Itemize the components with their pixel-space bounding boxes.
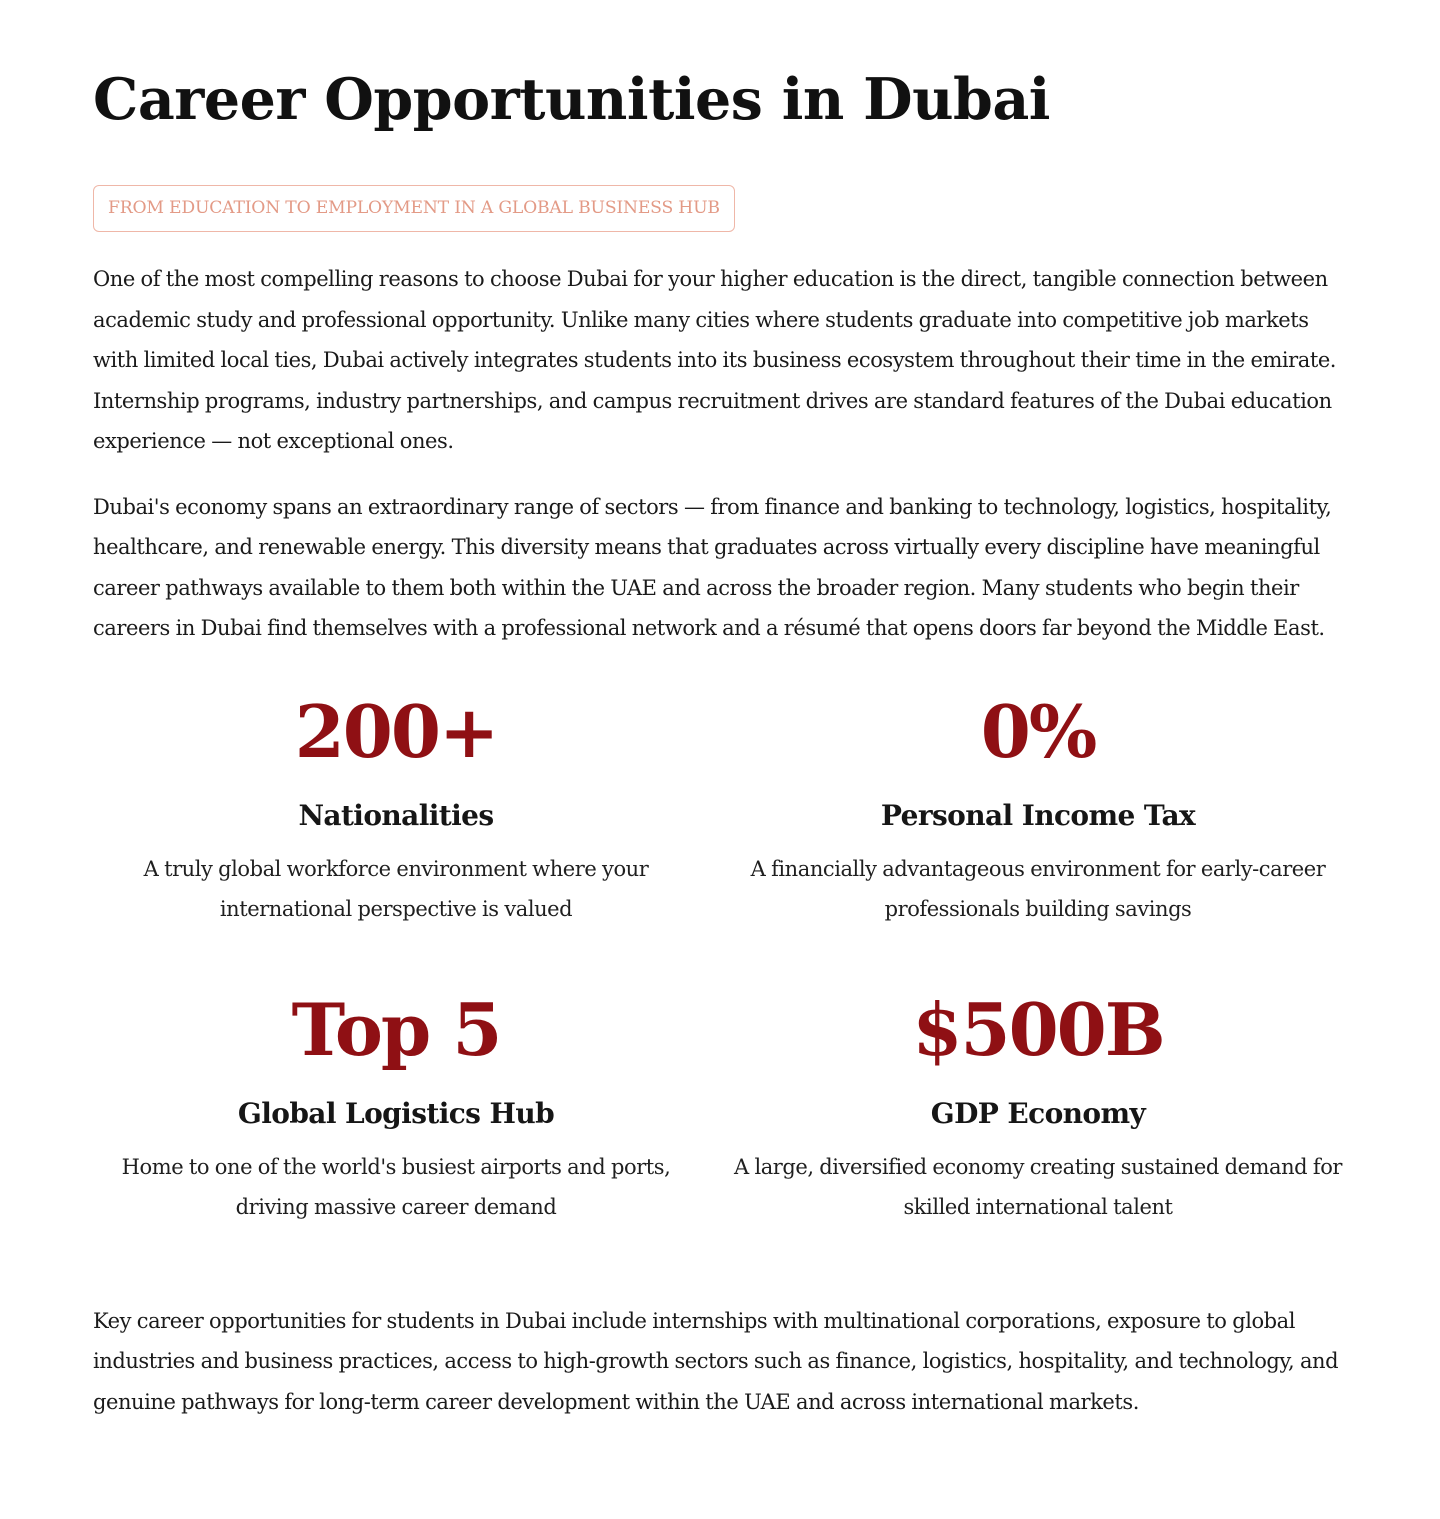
stats-grid — [81, 687, 1347, 1283]
stat-value: Top 5 — [291, 986, 501, 1072]
closing-paragraph: Key career opportunities for students in Dubai include internships with multinational corporations, exposure to global industries and business practices, access to high-growth sectors such as finance, logistics, hospitality, and technology, and genuine pathways for long-term career development within the UAE and across international markets. — [93, 1308, 1339, 1414]
economy-paragraph: Dubai's economy spans an extraordinary range of sectors — from finance and banking to technology, logistics, hospitality, healthcare, and renewable energy. This diversity means that graduates across virtually every discipline have meaningful career pathways available to them both within the UAE and across the broader region. Many students who begin their careers in Dubai find themselves with a professional network and a résumé that opens doors far beyond the Middle East. — [93, 494, 1332, 640]
stat-card-nationalities — [81, 687, 711, 985]
stat-label: Nationalities — [298, 798, 494, 832]
tagline-badge: FROM EDUCATION TO EMPLOYMENT IN A GLOBAL BUSINESS HUB — [93, 185, 735, 232]
intro-paragraph: One of the most compelling reasons to choose Dubai for your higher education is the direct, tangible connection between academic study and professional opportunity. Unlike many cities where students graduate into competitive job markets with limited local ties, Dubai actively integrates students into its business ecosystem throughout their time in the emirate. Internship programs, industry partnerships, and campus recruitment drives are standard features of the Dubai education experience — not exceptional ones. — [93, 267, 1337, 453]
stat-card-income-tax — [723, 687, 1353, 985]
stat-description: A financially advantageous environment for early-career professionals building savings — [750, 856, 1326, 921]
stat-description: Home to one of the world's busiest airports and ports, driving massive career demand — [121, 1154, 671, 1219]
stat-label: Global Logistics Hub — [237, 1096, 555, 1130]
stat-card-gdp — [723, 985, 1353, 1283]
stat-value: $500B — [912, 986, 1164, 1072]
stat-description: A large, diversified economy creating sustained demand for skilled international talent — [734, 1154, 1342, 1219]
stat-description: A truly global workforce environment where your international perspective is valued — [143, 856, 649, 921]
page-title: Career Opportunities in Dubai — [93, 66, 1050, 133]
stat-value: 200+ — [294, 688, 498, 774]
stat-label: GDP Economy — [930, 1096, 1146, 1130]
stat-card-logistics-hub — [81, 985, 711, 1283]
stat-label: Personal Income Tax — [880, 798, 1196, 832]
stat-value: 0% — [980, 688, 1096, 774]
